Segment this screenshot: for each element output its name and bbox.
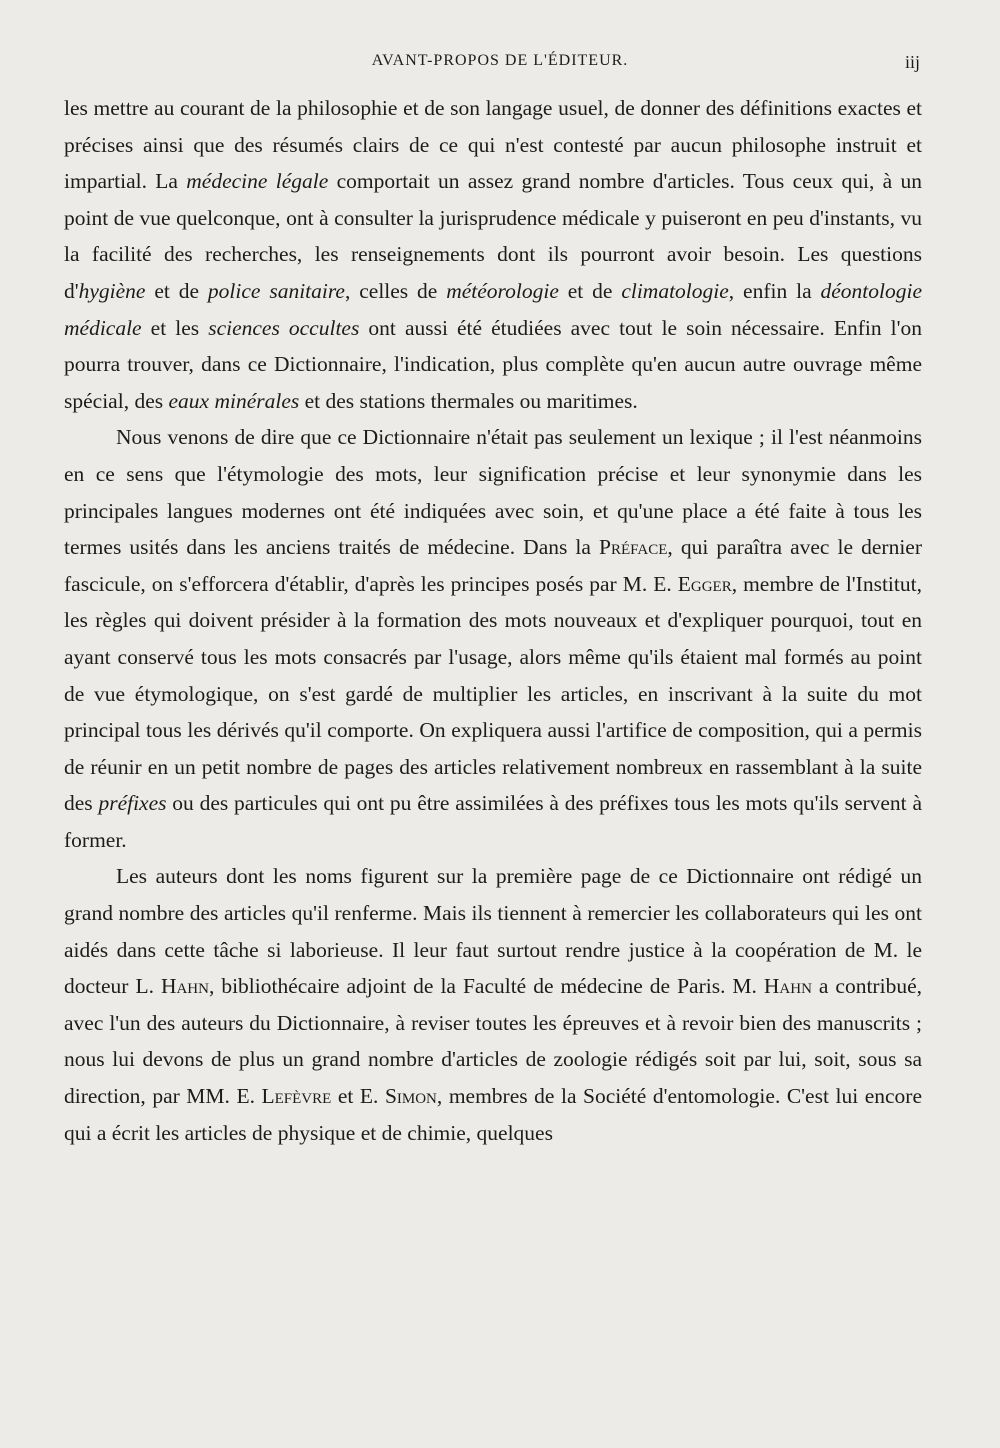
body-text [64, 90, 922, 1151]
small-caps-text: Simon [384, 1084, 437, 1109]
italic-text: eaux minérales [168, 388, 300, 413]
text-run: les mettre au courant de la philosophie et de son langage usuel, de donner des définitions exactes et précises ainsi que des résumés clairs de ce qui n'est contesté par aucun philosophe instruit et impartial. La [64, 96, 922, 194]
italic-text: médecine légale [186, 169, 329, 194]
italic-text: sciences occultes [208, 315, 360, 340]
running-head: AVANT-PROPOS DE L'ÉDITEUR. [371, 52, 629, 69]
italic-text: climatologie [621, 278, 729, 303]
page-header [0, 52, 1000, 76]
text-run: , qui paraîtra avec le dernier fascicule, on s'efforcera d'établir, d'après les principes posés par M. E. [64, 535, 922, 596]
text-run: et des stations thermales ou maritimes. [299, 388, 638, 413]
text-run: et de [558, 278, 622, 303]
paragraph-3 [64, 858, 922, 1151]
text-run: , membre de l'Institut, les règles qui doivent présider à la formation des mots nouveaux et d'expliquer pourquoi, tout en ayant conservé tous les mots consacrés par l'usage, alors même qu'ils étaient mal formés au point de vue étymologique, on s'est gardé de multiplier les articles, en inscrivant à la suite du mot principal tous les dérivés qu'il comporte. On expliquera aussi l'artifice de composition, qui a permis de réunir en un petit nombre de pages des articles relativement nombreux en rassemblant à la suite des [64, 571, 922, 816]
text-run: ou des particules qui ont pu être assimilées à des préfixes tous les mots qu'ils servent à former. [64, 791, 922, 852]
text-run: ont aussi été étudiées avec tout le soin nécessaire. Enfin l'on pourra trouver, dans ce Dictionnaire, l'indication, plus complète qu'en aucun autre ouvrage même spécial, des [64, 315, 922, 413]
italic-text: météorologie [446, 278, 559, 303]
small-caps-text: Lefèvre [261, 1084, 332, 1109]
paragraph-1 [64, 90, 922, 419]
text-run: comportait un assez grand nombre d'articles. Tous ceux qui, à un point de vue quelconque, ont à consulter la jurisprudence médicale y puiseront en peu d'instants, vu la facilité des recherches, les renseignements dont ils pourront avoir besoin. Les questions d' [64, 169, 922, 303]
small-caps-text: Préface [599, 535, 668, 560]
text-run: a contribué, avec l'un des auteurs du Dictionnaire, à reviser toutes les épreuves et à revoir bien des manuscrits ; nous lui devons de plus un grand nombre d'articles de zoologie rédigés soit par lui, soit, sous sa direction, par MM. E. [64, 974, 922, 1109]
small-caps-text: Hahn [160, 974, 209, 999]
italic-text: déontologie médicale [64, 278, 922, 340]
italic-text: police sanitaire [207, 278, 345, 303]
small-caps-text: Egger [677, 571, 732, 596]
text-run: , celles de [344, 278, 447, 303]
page-number: iij [904, 52, 920, 72]
italic-text: préfixes [98, 791, 167, 816]
paragraph-2 [64, 419, 922, 858]
text-run: Nous venons de dire que ce Dictionnaire n'était pas seulement un lexique ; il l'est néanmoins en ce sens que l'étymologie des mots, leur signification précise et leur synonymie dans les principales langues modernes ont été indiquées avec soin, et qu'une place a été faite à tous les termes usités dans les anciens traités de médecine. Dans la [64, 425, 922, 560]
small-caps-text: Hahn [763, 974, 812, 999]
text-run: et les [141, 315, 209, 340]
text-run: Les auteurs dont les noms figurent sur la première page de ce Dictionnaire ont rédigé un grand nombre des articles qu'il renferme. Mais ils tiennent à remercier les collaborateurs qui les ont aidés dans cette tâche si laborieuse. Il leur faut surtout rendre justice à la coopération de M. le docteur L. [64, 864, 922, 999]
text-run: , bibliothécaire adjoint de la Faculté de médecine de Paris. M. [208, 974, 764, 999]
text-run: et de [145, 278, 208, 303]
text-run: , enfin la [728, 278, 821, 303]
italic-text: hygiène [78, 278, 146, 303]
text-run: , membres de la Société d'entomologie. C'est lui encore qui a écrit les articles de physique et de chimie, quelques [64, 1084, 922, 1145]
text-run: et E. [331, 1084, 385, 1109]
